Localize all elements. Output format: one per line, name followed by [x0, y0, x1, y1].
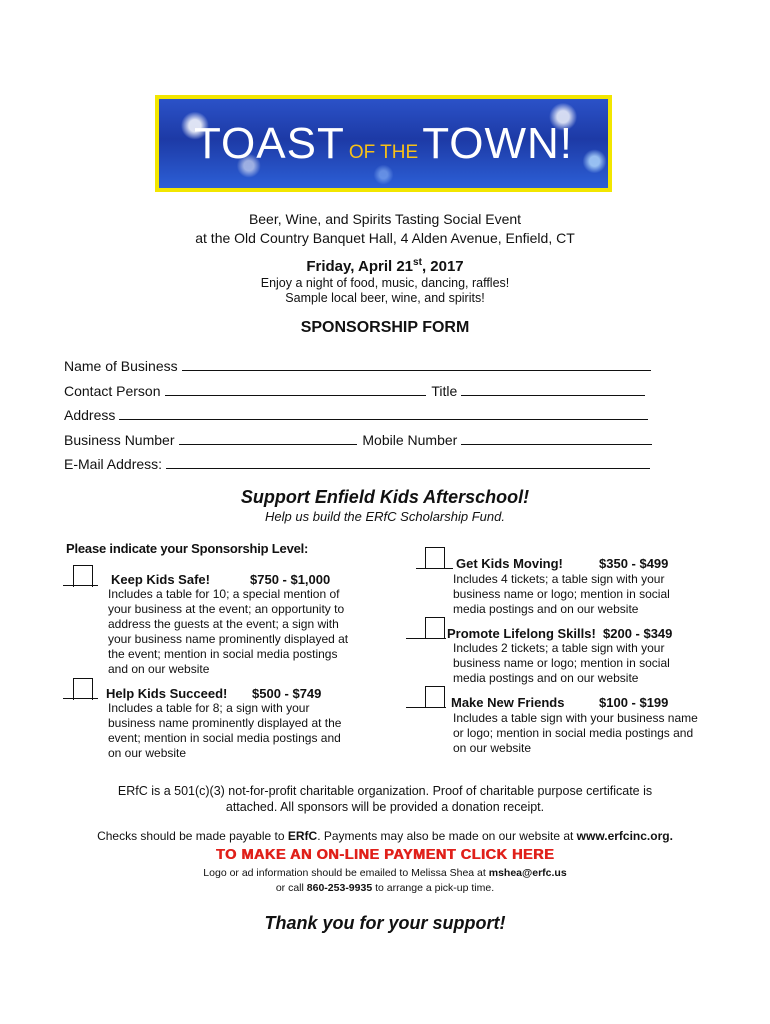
- thank-you-message: Thank you for your support!: [264, 913, 506, 933]
- business-name-label: Name of Business: [64, 358, 178, 374]
- online-payment-link[interactable]: TO MAKE AN ON-LINE PAYMENT CLICK HERE: [215, 847, 555, 863]
- get-kids-moving-price: $350 - $499: [599, 556, 669, 571]
- address-row: [64, 407, 648, 423]
- contact-row: [64, 383, 645, 399]
- desc-line: on our website: [108, 746, 187, 760]
- nonprofit-statement-2: attached. All sponsors will be provided a donation receipt.: [225, 800, 545, 814]
- business-number-label: Business Number: [64, 432, 175, 448]
- keep-kids-safe-blank: [63, 585, 98, 586]
- promote-lifelong-skills-price: $200 - $349: [603, 626, 673, 641]
- make-new-friends-checkbox[interactable]: [425, 686, 445, 708]
- desc-line: Includes a table for 8; a sign with your: [108, 701, 310, 715]
- event-date: [0, 257, 770, 275]
- make-new-friends-price: $100 - $199: [599, 695, 669, 710]
- desc-line: address the guests at the event; a sign with: [108, 617, 339, 631]
- help-kids-succeed-checkbox[interactable]: [73, 678, 93, 700]
- event-description: Beer, Wine, and Spirits Tasting Social Event: [248, 211, 522, 227]
- contact-phone: 860-253-9935: [306, 882, 373, 894]
- call-prefix: or call: [275, 882, 307, 894]
- email-row: [64, 456, 650, 472]
- help-kids-succeed-name: Help Kids Succeed!: [106, 686, 228, 701]
- desc-line: on our website: [453, 741, 532, 755]
- mobile-number-label: Mobile Number: [362, 432, 458, 448]
- promote-lifelong-skills-name: Promote Lifelong Skills!: [447, 626, 596, 641]
- event-location: at the Old Country Banquet Hall, 4 Alden Avenue, Enfield, CT: [195, 230, 575, 246]
- banner-word-toast: TOAST: [193, 119, 345, 168]
- desc-line: Includes 2 tickets; a table sign with your: [453, 641, 665, 655]
- get-kids-moving-name: Get Kids Moving!: [456, 556, 563, 571]
- call-info: [0, 882, 770, 894]
- keep-kids-safe-checkbox[interactable]: [73, 565, 93, 587]
- event-date-year: , 2017: [421, 258, 464, 275]
- numbers-row: [64, 432, 652, 448]
- address-label: Address: [64, 407, 116, 423]
- desc-line: business name or logo; mention in social: [453, 656, 670, 670]
- checks-org: ERfC: [287, 829, 318, 843]
- desc-line: event; mention in social media postings and: [108, 731, 341, 745]
- form-title: SPONSORSHIP FORM: [300, 319, 470, 336]
- desc-line: media postings and on our website: [453, 602, 639, 616]
- desc-line: and on our website: [108, 662, 210, 676]
- event-date-main: Friday, April 21: [306, 258, 414, 275]
- address-field[interactable]: [119, 407, 648, 420]
- keep-kids-safe-description: [108, 587, 348, 677]
- desc-line: or logo; mention in social media postings and: [453, 726, 694, 740]
- email-field[interactable]: [166, 456, 650, 469]
- help-kids-succeed-description: [108, 701, 341, 761]
- checks-prefix: Checks should be made payable to: [97, 829, 288, 843]
- promote-lifelong-skills-description: [453, 641, 670, 686]
- event-tagline-1: Enjoy a night of food, music, dancing, raffles!: [260, 276, 510, 290]
- promote-lifelong-skills-checkbox[interactable]: [425, 617, 445, 639]
- get-kids-moving-blank: [416, 568, 453, 569]
- email-label: E-Mail Address:: [64, 456, 163, 472]
- mobile-number-field[interactable]: [461, 432, 652, 445]
- desc-line: media postings and on our website: [453, 671, 639, 685]
- get-kids-moving-description: [453, 572, 670, 617]
- event-date-suffix: st: [413, 257, 422, 268]
- business-name-row: [64, 358, 651, 374]
- call-suffix: to arrange a pick-up time.: [372, 882, 495, 894]
- promote-lifelong-skills-blank: [406, 638, 446, 639]
- website-link[interactable]: www.erfcinc.org.: [576, 829, 673, 843]
- title-label: Title: [431, 383, 458, 399]
- keep-kids-safe-price: $750 - $1,000: [250, 572, 331, 587]
- nonprofit-statement-1: ERfC is a 501(c)(3) not-for-profit charitable organization. Proof of charitable purpose certificate is: [117, 784, 653, 798]
- keep-kids-safe-name: Keep Kids Safe!: [111, 572, 210, 587]
- title-field[interactable]: [461, 383, 645, 396]
- checks-info: [0, 829, 770, 843]
- logo-prefix: Logo or ad information should be emailed to Melissa Shea at: [203, 867, 489, 879]
- contact-person-label: Contact Person: [64, 383, 161, 399]
- desc-line: Includes a table sign with your business name: [453, 711, 698, 725]
- banner-word-of-the: OF THE: [348, 142, 419, 163]
- logo-info: [0, 867, 770, 879]
- desc-line: your business name prominently displayed at: [108, 632, 349, 646]
- desc-line: your business at the event; an opportunity to: [108, 602, 345, 616]
- sponsorship-level-prompt: Please indicate your Sponsorship Level:: [66, 541, 309, 556]
- support-heading: Support Enfield Kids Afterschool!: [240, 487, 530, 507]
- contact-email-link[interactable]: mshea@erfc.us: [488, 867, 567, 879]
- help-kids-succeed-price: $500 - $749: [252, 686, 322, 701]
- contact-person-field[interactable]: [165, 383, 426, 396]
- event-tagline-2: Sample local beer, wine, and spirits!: [285, 291, 485, 305]
- make-new-friends-blank: [406, 707, 446, 708]
- make-new-friends-name: Make New Friends: [451, 695, 565, 710]
- desc-line: Includes 4 tickets; a table sign with your: [453, 572, 665, 586]
- desc-line: Includes a table for 10; a special mention of: [108, 587, 340, 601]
- make-new-friends-description: [453, 711, 698, 756]
- banner-title: [159, 119, 608, 169]
- checks-middle: . Payments may also be made on our website at: [317, 829, 577, 843]
- event-banner: [155, 95, 612, 192]
- banner-word-town: TOWN!: [422, 119, 574, 168]
- desc-line: business name prominently displayed at the: [108, 716, 342, 730]
- help-kids-succeed-blank: [63, 698, 98, 699]
- business-name-field[interactable]: [182, 358, 651, 371]
- desc-line: the event; mention in social media postings: [108, 647, 338, 661]
- get-kids-moving-checkbox[interactable]: [425, 547, 445, 569]
- support-subheading: Help us build the ERfC Scholarship Fund.: [265, 509, 505, 524]
- desc-line: business name or logo; mention in social: [453, 587, 670, 601]
- business-number-field[interactable]: [179, 432, 357, 445]
